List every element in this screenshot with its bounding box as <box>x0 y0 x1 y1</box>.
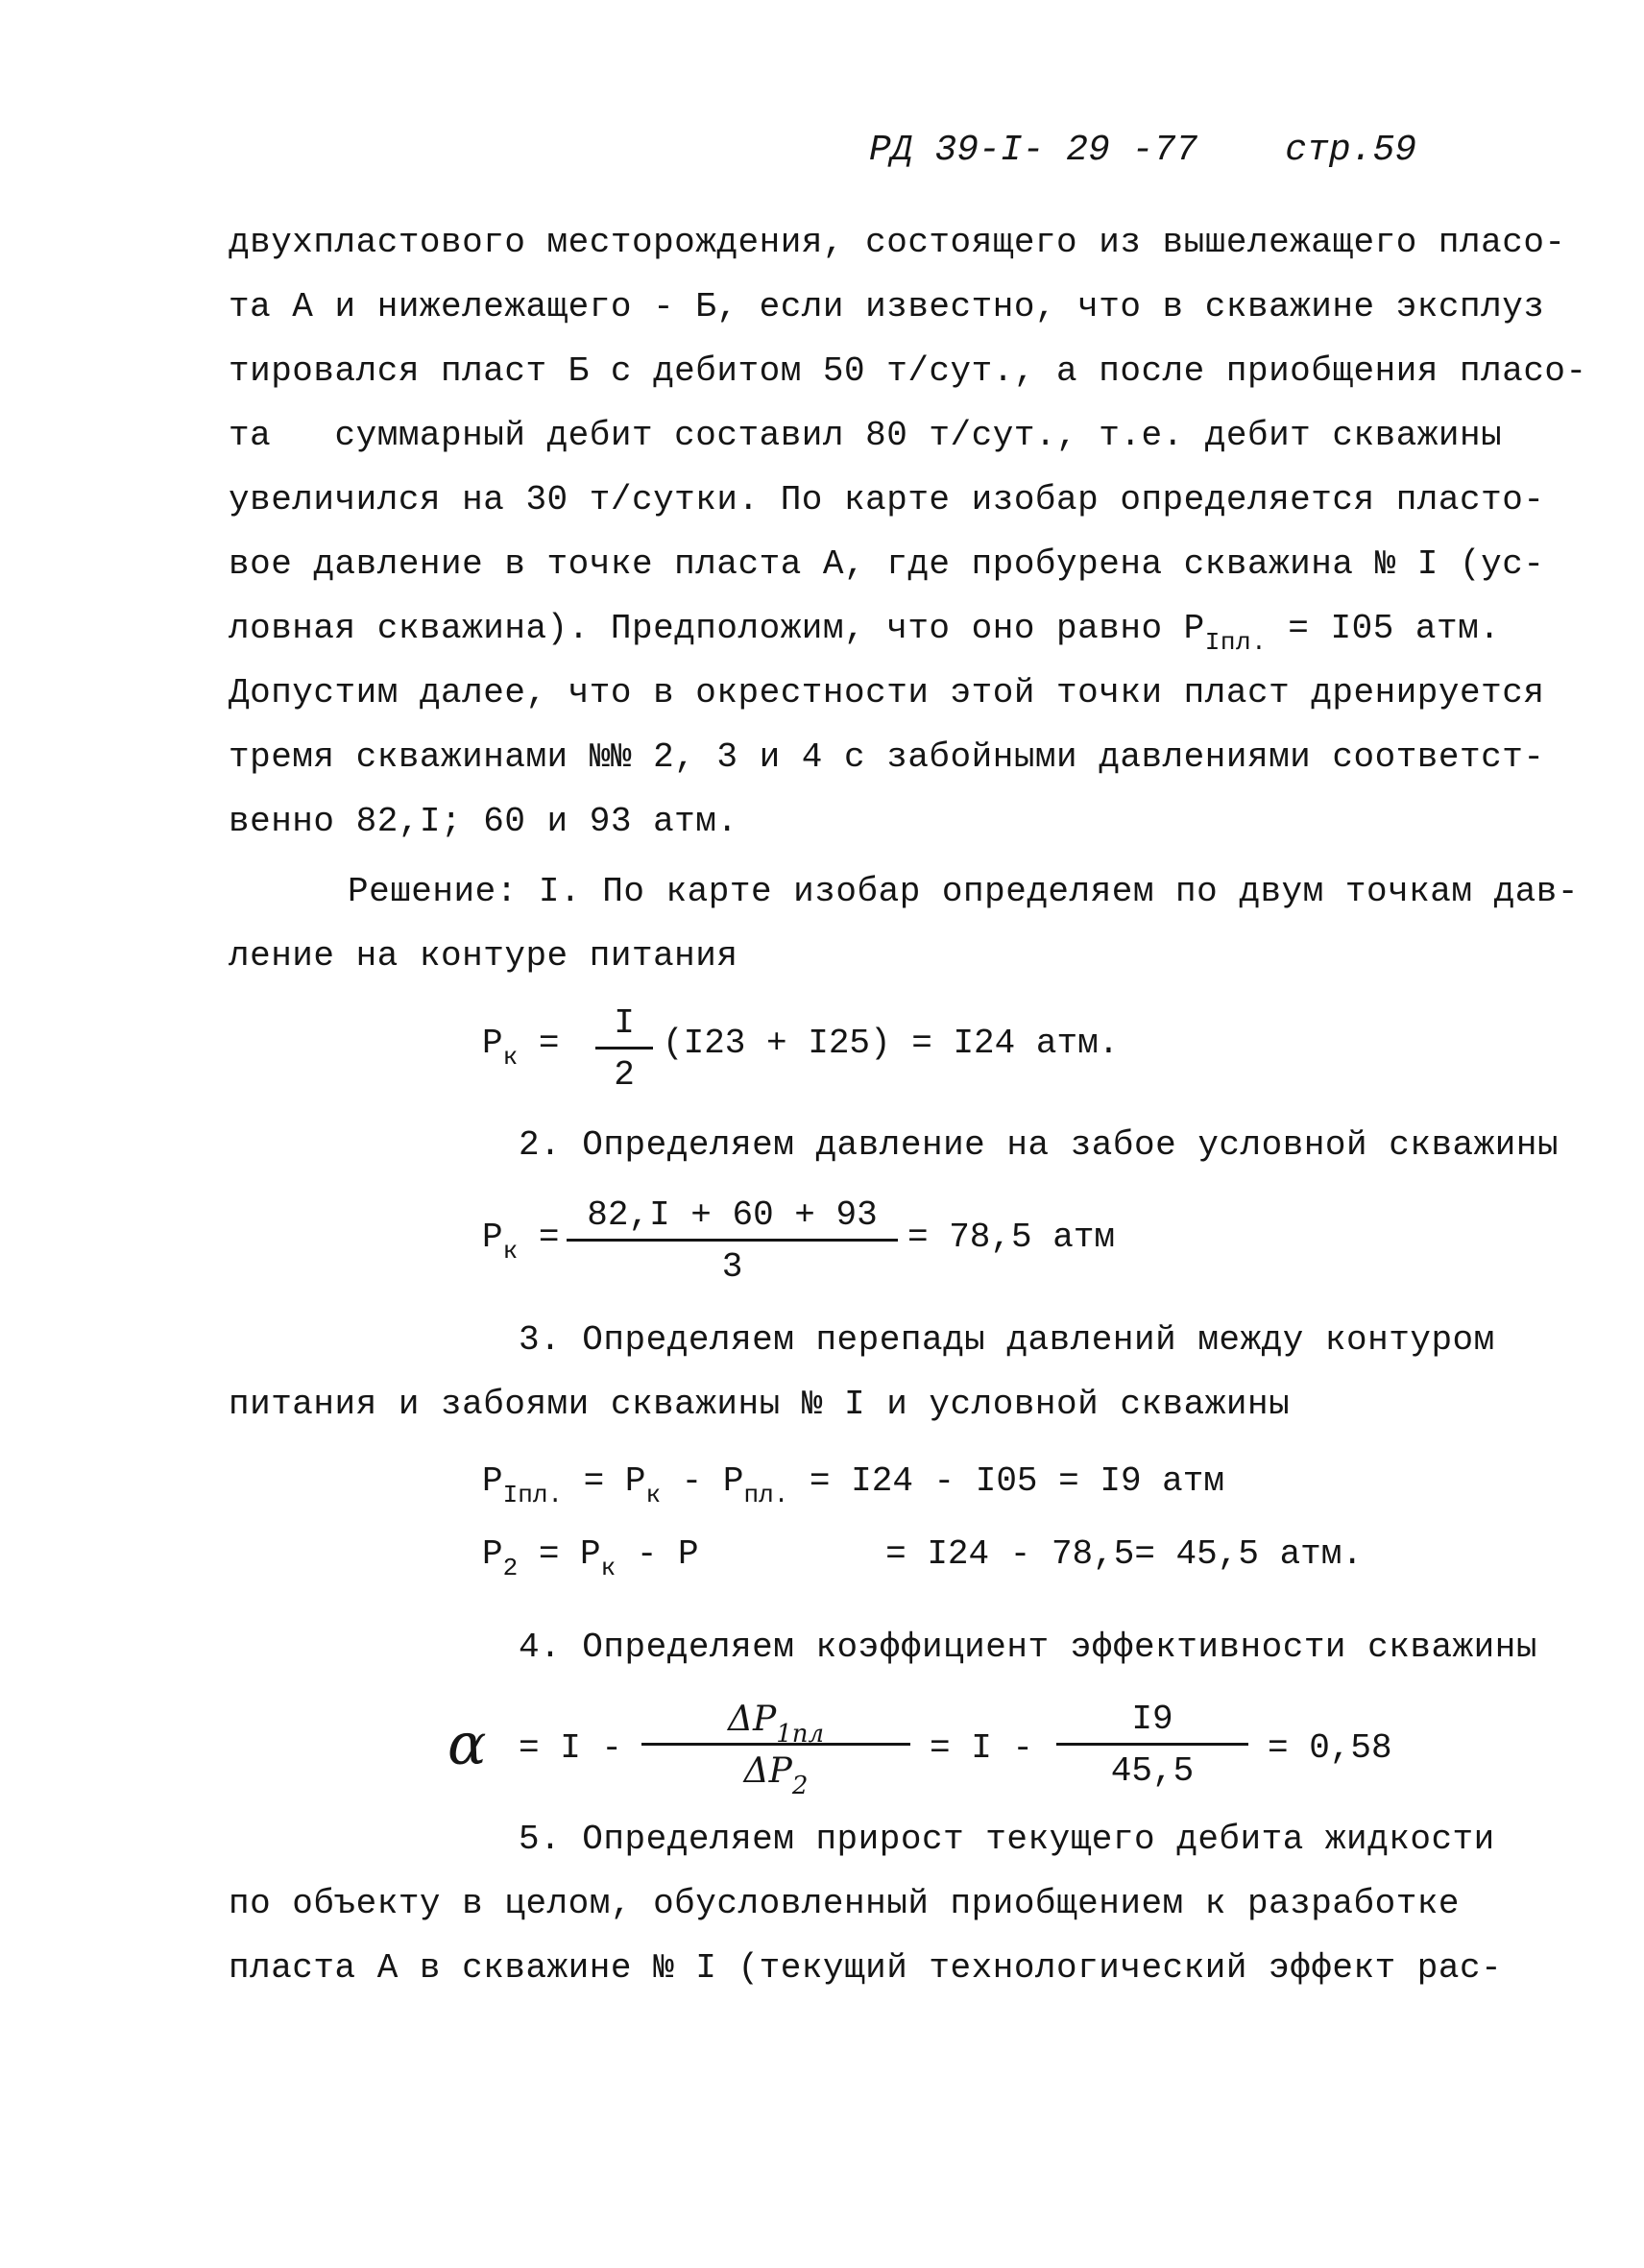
text-line: по объекту в целом, обусловленный приобщением к разработке <box>229 1884 1461 1923</box>
fraction-denominator: 3 <box>721 1247 743 1287</box>
eq1-lhs: $P_к$ = <box>482 1024 560 1072</box>
alpha-symbol: α <box>447 1711 487 1778</box>
text-line: увеличился на 30 т/сутки. По карте изобар определяется пласто- <box>229 480 1545 519</box>
fraction-numerator: $\Delta P_{1пл}$ <box>641 1700 910 1746</box>
eq2-lhs: $P_к$ = <box>482 1218 560 1266</box>
eq4-fraction-2 <box>1056 1700 1248 1791</box>
eq2-rest: = 78,5 атм <box>907 1218 1116 1257</box>
text-line: ление на контуре питания <box>229 936 738 976</box>
text-line: вое давление в точке пласта А, где пробурена скважина № I (ус- <box>229 544 1545 584</box>
text-line: Допустим далее, что в окрестности этой точки пласт дренируется <box>229 673 1545 712</box>
text-line: тремя скважинами №№ 2, 3 и 4 с забойными давлениями соответст- <box>229 737 1545 777</box>
text-line: пласта А в скважине № I (текущий технологический эффект рас- <box>229 1948 1503 1988</box>
page-number: стр.59 <box>1285 130 1417 171</box>
fraction-denominator: 45,5 <box>1110 1751 1195 1791</box>
equation-pressure-drop-2: $P_2 = P_к - P$ = I24 - 78,5= 45,5 атм. <box>482 1534 1363 1582</box>
text-line: та А и нижележащего - Б, если известно, что в скважине эксплуз <box>229 287 1545 326</box>
solution-step-4: 4. Определяем коэффициент эффективности скважины <box>519 1628 1537 1667</box>
eq4-part1: = I - <box>519 1728 623 1768</box>
fraction-numerator: I <box>595 1003 653 1050</box>
text-line: питания и забоями скважины № I и условной скважины <box>229 1385 1291 1424</box>
text-line: венно 82,I; 60 и 93 атм. <box>229 802 738 841</box>
text-line: тировался пласт Б с дебитом 50 т/сут., а после приобщения пласо- <box>229 351 1587 391</box>
eq4-fraction-1 <box>641 1700 910 1800</box>
document-code: РД 39-I- 29 -77 <box>869 130 1198 171</box>
solution-step-3: 3. Определяем перепады давлений между контуром <box>519 1320 1495 1360</box>
fraction-denominator: $\Delta P_2$ <box>743 1751 809 1800</box>
eq1-rest: (I23 + I25) = I24 атм. <box>663 1024 1120 1063</box>
text-line: двухпластового месторождения, состоящего из вышележащего пласо- <box>229 223 1566 262</box>
fraction-numerator: 82,I + 60 + 93 <box>567 1195 898 1242</box>
eq4-part2: = I - <box>930 1728 1034 1768</box>
eq2-fraction <box>567 1195 898 1287</box>
eq4-result: = 0,58 <box>1268 1728 1392 1768</box>
page-header <box>869 130 1416 171</box>
text-fragment: ловная скважина). Предположим, что оно равно <box>229 609 1163 648</box>
eq1-fraction <box>595 1003 653 1095</box>
text-line <box>229 609 1501 657</box>
fraction-denominator: 2 <box>614 1055 635 1095</box>
fraction-numerator: I9 <box>1056 1700 1248 1746</box>
text-line: та суммарный дебит составил 80 т/сут., т.е. дебит скважины <box>229 416 1503 455</box>
solution-intro: Решение: I. По карте изобар определяем по двум точкам дав- <box>348 872 1580 911</box>
solution-step-2: 2. Определяем давление на забое условной скважины <box>519 1125 1559 1165</box>
inline-formula: $P_{Iпл.} = I05$ атм. <box>1183 609 1501 657</box>
solution-step-5: 5. Определяем прирост текущего дебита жидкости <box>519 1820 1495 1859</box>
equation-pressure-drop-1: $P_{Iпл.} = P_к - P_{пл.} = I24 - I05 = I9$ атм <box>482 1461 1224 1509</box>
